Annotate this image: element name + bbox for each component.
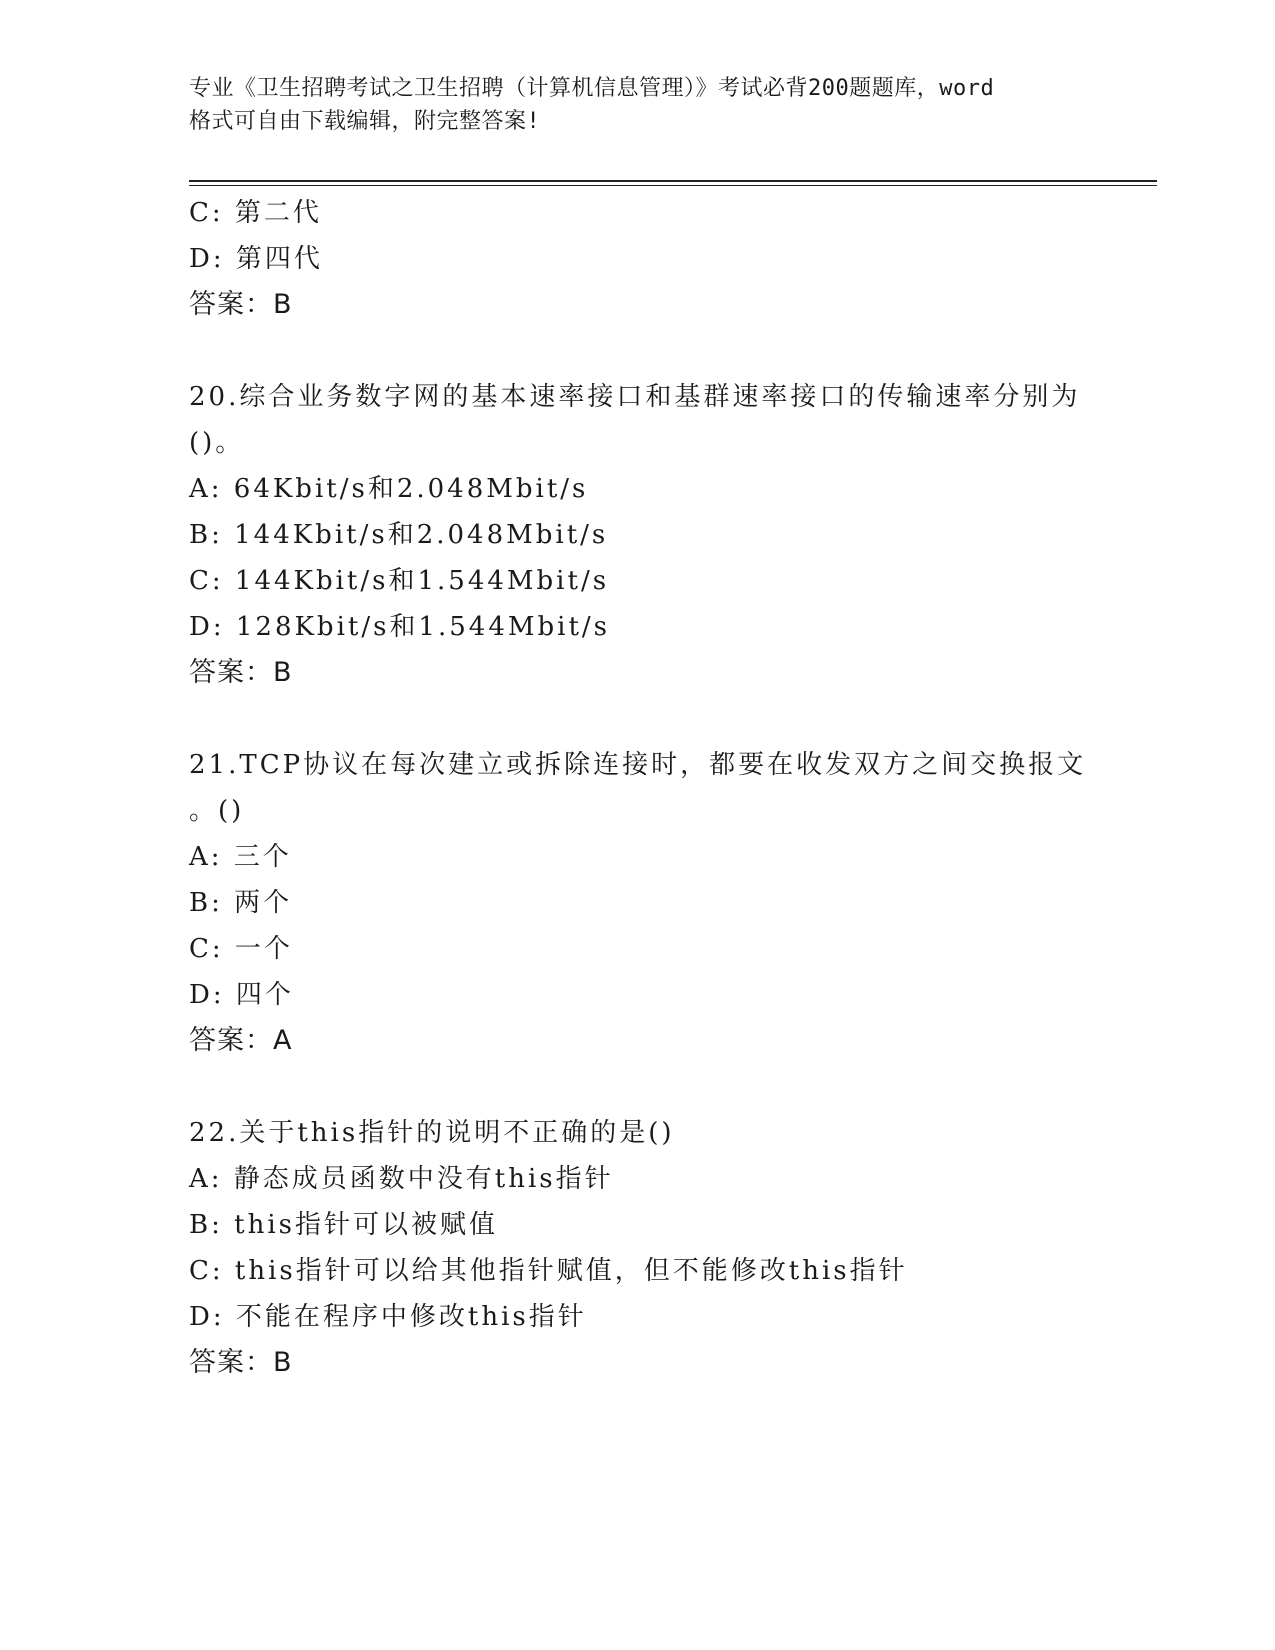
question-19	[189, 190, 1109, 328]
question-text: 22.关于this指针的说明不正确的是()	[189, 1118, 675, 1148]
question-text-line-2: ()。	[189, 428, 245, 458]
question-text-line-2: 。()	[189, 796, 245, 826]
question-text-line-1: 21.TCP协议在每次建立或拆除连接时，都要在收发双方之间交换报文	[189, 750, 1087, 780]
option-a: A: 静态成员函数中没有this指针	[189, 1164, 614, 1194]
page-header	[189, 72, 1089, 138]
option-b: B: this指针可以被赋值	[189, 1210, 498, 1240]
header-title-line-1: 专业《卫生招聘考试之卫生招聘（计算机信息管理）》考试必背200题题库，word	[189, 76, 995, 101]
question-21	[189, 742, 1109, 1064]
spacer	[189, 696, 1109, 742]
option-a: A: 64Kbit/s和2.048Mbit/s	[189, 474, 589, 504]
question-list	[189, 190, 1109, 1386]
question-text-line-1: 20.综合业务数字网的基本速率接口和基群速率接口的传输速率分别为	[189, 382, 1081, 412]
option-a: A: 三个	[189, 842, 292, 872]
question-20	[189, 374, 1109, 696]
option-c: C: 144Kbit/s和1.544Mbit/s	[189, 566, 610, 596]
answer-label: 答案：B	[189, 657, 293, 688]
question-22	[189, 1110, 1109, 1386]
answer-label: 答案：B	[189, 289, 293, 320]
header-divider-thick	[189, 180, 1157, 182]
spacer	[189, 1064, 1109, 1110]
option-d: D: 第四代	[189, 244, 323, 274]
answer-label: 答案：B	[189, 1347, 293, 1378]
spacer	[189, 328, 1109, 374]
header-divider-thin	[189, 185, 1157, 186]
option-d: D: 四个	[189, 980, 294, 1010]
answer-label: 答案：A	[189, 1025, 293, 1056]
option-b: B: 两个	[189, 888, 293, 918]
option-c: C: this指针可以给其他指针赋值，但不能修改this指针	[189, 1256, 908, 1286]
option-c: C: 一个	[189, 934, 293, 964]
option-d: D: 不能在程序中修改this指针	[189, 1302, 587, 1332]
option-d: D: 128Kbit/s和1.544Mbit/s	[189, 612, 610, 642]
option-b: B: 144Kbit/s和2.048Mbit/s	[189, 520, 609, 550]
option-c: C: 第二代	[189, 198, 322, 228]
header-title-line-2: 格式可自由下载编辑，附完整答案!	[189, 109, 541, 134]
